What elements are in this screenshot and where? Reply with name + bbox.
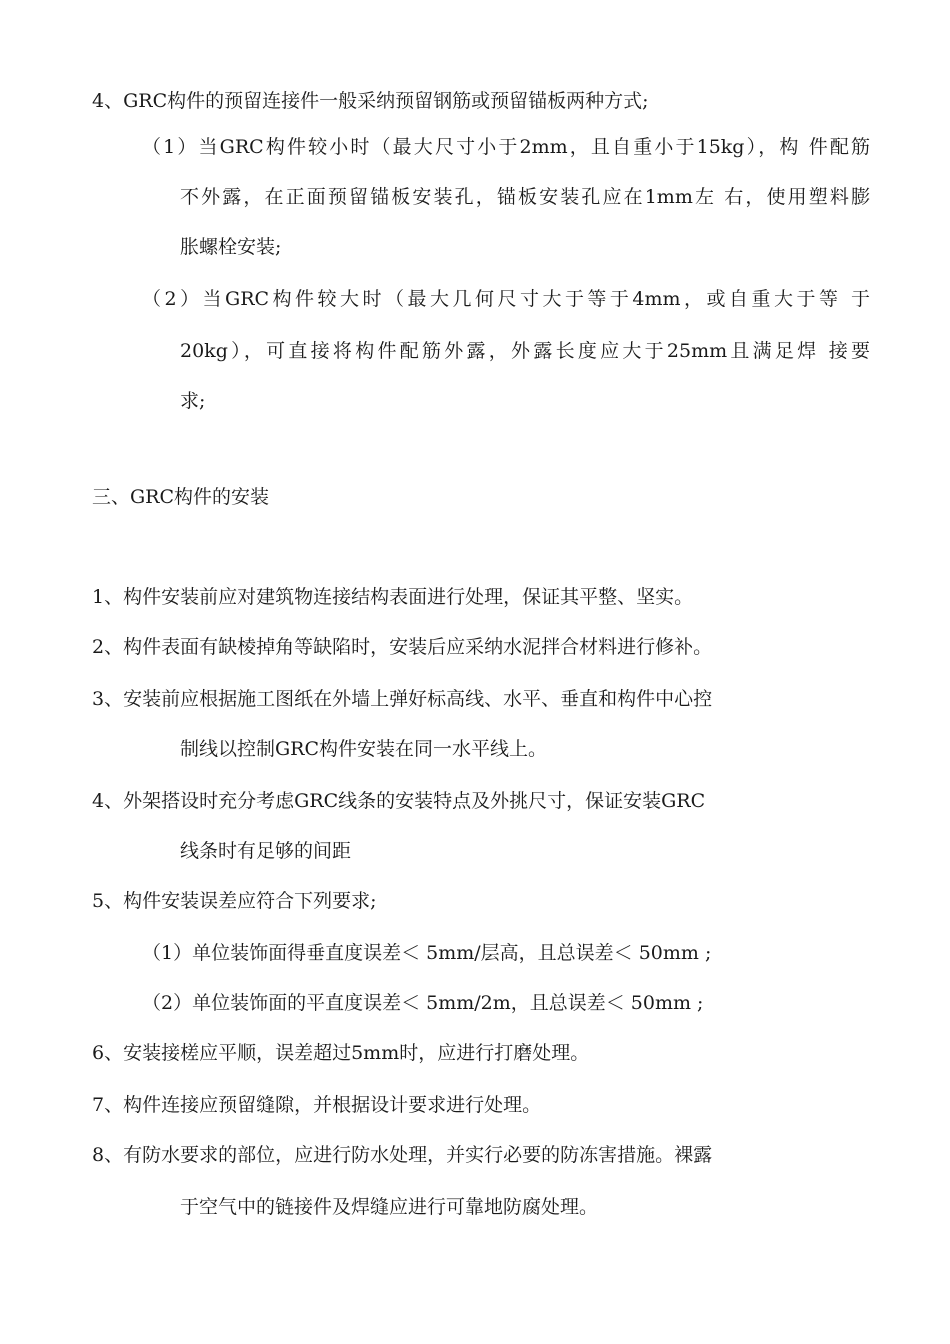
item-4-sub1-line2: 不外露，在正面预留锚板安装孔，锚板安装孔应在1mm左 右，使用塑料膨 bbox=[180, 186, 870, 208]
item-4-sub2-line1: （2）当GRC构件较大时（最大几何尺寸大于等于4mm，或自重大于等 于 bbox=[142, 288, 870, 310]
item-4-sub1-line1: （1）当GRC构件较小时（最大尺寸小于2mm，且自重小于15kg），构 件配筋 bbox=[142, 136, 870, 158]
section-item-3-continuation: 制线以控制GRC构件安装在同一水平线上。 bbox=[180, 738, 548, 760]
section-heading: 三、GRC构件的安装 bbox=[92, 486, 270, 508]
section-item-5-sub1: （1）单位装饰面得垂直度误差＜ 5mm/层高，且总误差＜ 50mm ; bbox=[142, 942, 712, 964]
section-item-4-continuation: 线条时有足够的间距 bbox=[180, 840, 352, 862]
item-4-sub2-line2: 20kg），可直接将构件配筋外露，外露长度应大于25mm且满足焊 接要 bbox=[180, 340, 870, 362]
section-item-6: 6、安装接槎应平顺，误差超过5mm时，应进行打磨处理。 bbox=[92, 1042, 590, 1064]
item-4-sub1-line3: 胀螺栓安装; bbox=[180, 236, 282, 258]
item-4-text: 4、GRC构件的预留连接件一般采纳预留钢筋或预留锚板两种方式; bbox=[92, 90, 649, 112]
section-item-5-sub2: （2）单位装饰面的平直度误差＜ 5mm/2m，且总误差＜ 50mm ; bbox=[142, 992, 704, 1014]
section-item-1: 1、构件安装前应对建筑物连接结构表面进行处理，保证其平整、坚实。 bbox=[92, 586, 694, 608]
item-4-sub2-line3: 求; bbox=[180, 390, 206, 412]
section-item-7: 7、构件连接应预留缝隙，并根据设计要求进行处理。 bbox=[92, 1094, 542, 1116]
section-item-5: 5、构件安装误差应符合下列要求; bbox=[92, 890, 377, 912]
section-item-8: 8、有防水要求的部位，应进行防水处理，并实行必要的防冻害措施。裸露 bbox=[92, 1144, 713, 1166]
section-item-4: 4、外架搭设时充分考虑GRC线条的安装特点及外挑尺寸，保证安装GRC bbox=[92, 790, 706, 812]
section-item-2: 2、构件表面有缺棱掉角等缺陷时，安装后应采纳水泥拌合材料进行修补。 bbox=[92, 636, 713, 658]
section-item-3: 3、安装前应根据施工图纸在外墙上弹好标高线、水平、垂直和构件中心控 bbox=[92, 688, 713, 710]
section-item-8-continuation: 于空气中的链接件及焊缝应进行可靠地防腐处理。 bbox=[180, 1196, 599, 1218]
